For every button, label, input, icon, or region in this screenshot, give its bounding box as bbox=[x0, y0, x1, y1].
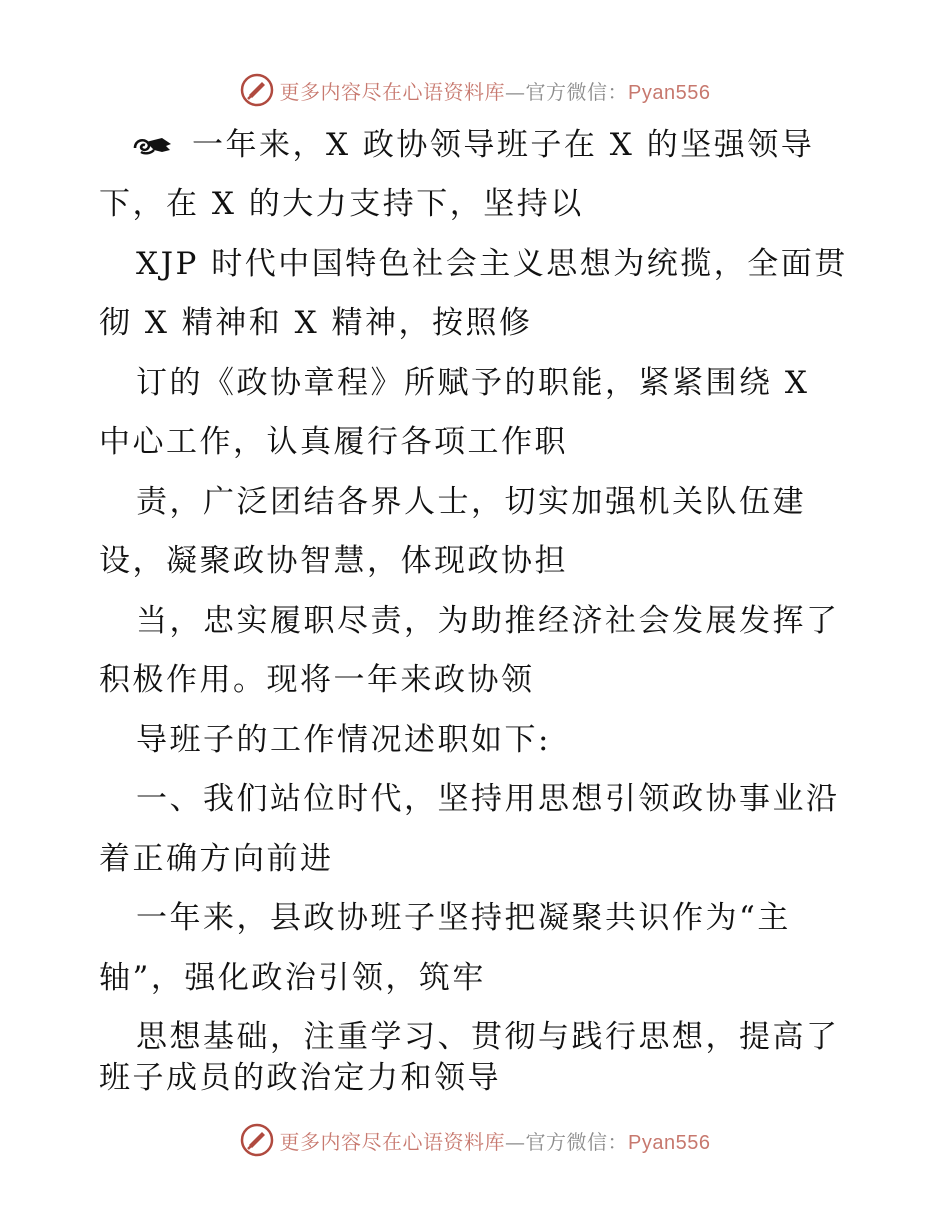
paragraph-line: 当，忠实履职尽责，为助推经济社会发展发挥了 bbox=[136, 603, 840, 639]
paragraph-line: 导班子的工作情况述职如下: bbox=[136, 722, 551, 758]
header-banner-wechat-id: Pyan556 bbox=[628, 81, 711, 104]
footer-banner-wechat-id: Pyan556 bbox=[628, 1131, 711, 1154]
header-banner-label: —官方微信： bbox=[505, 79, 629, 104]
paragraph-line: 班子成员的政治定力和领导 bbox=[99, 1060, 501, 1096]
header-banner bbox=[0, 70, 950, 110]
paragraph-line: 思想基础，注重学习、贯彻与践行思想，提高了 bbox=[136, 1019, 840, 1055]
paragraph-line: XJP 时代中国特色社会主义思想为统揽，全面贯 bbox=[136, 246, 848, 282]
hand-pointer-bullet-icon bbox=[132, 128, 174, 162]
paragraph-line: 中心工作，认真履行各项工作职 bbox=[99, 424, 568, 460]
paragraph-line: 一年来，县政协班子坚持把凝聚共识作为“主 bbox=[136, 900, 791, 936]
footer-banner-text bbox=[280, 1126, 711, 1155]
section-heading-line: 着正确方向前进 bbox=[99, 841, 334, 877]
brand-logo-icon bbox=[240, 73, 274, 107]
section-heading-line: 一、我们站位时代，坚持用思想引领政协事业沿 bbox=[136, 781, 840, 817]
paragraph-line: 彻 X 精神和 X 精神，按照修 bbox=[99, 305, 533, 341]
footer-banner-label: —官方微信： bbox=[505, 1129, 629, 1154]
header-banner-title: 更多内容尽在心语资料库 bbox=[279, 79, 506, 104]
footer-banner-title: 更多内容尽在心语资料库 bbox=[279, 1129, 506, 1154]
paragraph-line: 积极作用。现将一年来政协领 bbox=[99, 662, 535, 698]
brand-logo-icon bbox=[240, 1123, 274, 1157]
paragraph-line: 轴”，强化政治引领，筑牢 bbox=[99, 960, 486, 996]
paragraph-line: 一年来，X 政协领导班子在 X 的坚强领导 bbox=[192, 127, 815, 163]
header-banner-text bbox=[280, 76, 711, 105]
paragraph-line: 下，在 X 的大力支持下，坚持以 bbox=[99, 186, 584, 222]
paragraph-line: 责，广泛团结各界人士，切实加强机关队伍建 bbox=[136, 484, 806, 520]
footer-banner bbox=[0, 1120, 950, 1160]
paragraph-line: 订的《政协章程》所赋予的职能，紧紧围绕 X bbox=[136, 365, 810, 401]
paragraph-line: 设，凝聚政协智慧，体现政协担 bbox=[99, 543, 568, 579]
